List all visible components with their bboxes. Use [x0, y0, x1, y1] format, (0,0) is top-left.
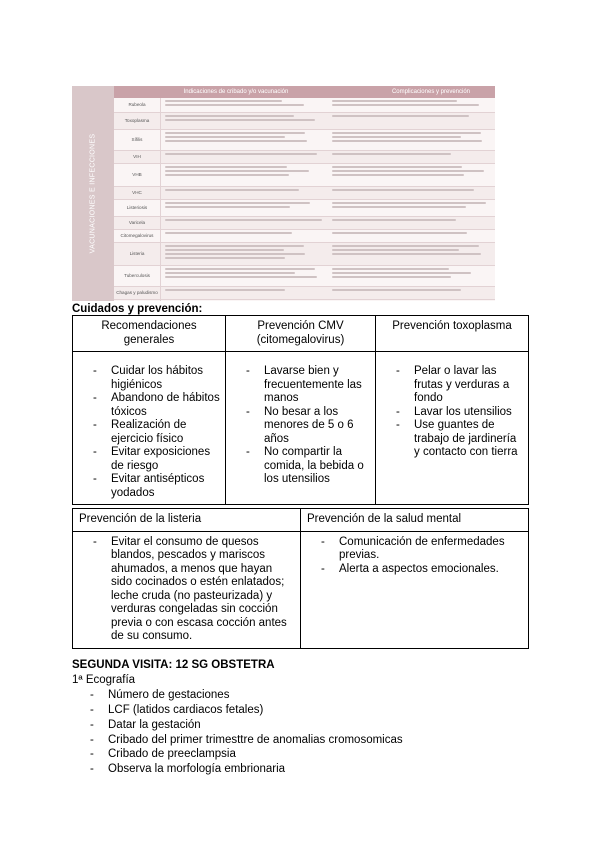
vaccination-row-text: [161, 98, 328, 112]
vaccination-row-text: [328, 98, 495, 112]
vaccination-row-name: Citomegalovirus: [114, 230, 161, 242]
vaccination-row-text: [328, 300, 495, 301]
vaccination-row-name: [114, 300, 161, 301]
vaccination-row-text: [161, 243, 328, 265]
list-item: - Realización de ejercicio físico: [73, 419, 221, 446]
list-item: - Número de gestaciones: [72, 688, 403, 703]
vaccination-row-name: Chagas y paludismo: [114, 287, 161, 299]
care-title: Cuidados y prevención:: [72, 303, 203, 315]
vaccination-row: [114, 243, 495, 266]
vaccination-row-text: [328, 130, 495, 150]
list-item: - Evitar antisépticos yodados: [73, 473, 221, 500]
listeria-list: [73, 536, 294, 644]
vaccination-row: [114, 200, 495, 217]
list-item: - Observa la morfología embrionaria: [72, 762, 403, 777]
vaccination-row-text: [161, 113, 328, 129]
vaccination-row-text: [328, 164, 495, 186]
vaccination-row: [114, 230, 495, 243]
cmv-list: [226, 365, 371, 487]
vaccination-row: [114, 98, 495, 113]
general-list: [73, 365, 221, 500]
visit-subtitle: 1ª Ecografía: [72, 673, 136, 686]
vaccination-row-text: [161, 287, 328, 299]
vaccination-row-text: [161, 164, 328, 186]
toxoplasma-list: [376, 365, 524, 460]
vaccination-row-text: [328, 113, 495, 129]
vaccination-row-text: [161, 187, 328, 199]
vaccination-row-text: [161, 217, 328, 229]
header-toxoplasma: Prevención toxoplasma: [376, 316, 529, 352]
vaccination-row-text: [161, 130, 328, 150]
list-item: - Abandono de hábitos tóxicos: [73, 392, 221, 419]
vaccination-rows: [114, 98, 495, 301]
vaccination-row-text: [328, 187, 495, 199]
list-item: - Use guantes de trabajo de jardinería y contacto con tierra: [376, 419, 524, 460]
vaccination-row-name: VIH: [114, 151, 161, 163]
vaccination-row-text: [328, 287, 495, 299]
vaccination-row: [114, 187, 495, 200]
vaccination-row-text: [161, 266, 328, 286]
list-item: - Alerta a aspectos emocionales.: [301, 563, 522, 577]
list-item: - Evitar el consumo de quesos blandos, pescados y mariscos ahumados, a menos que hayan sido cocinados o estén enlatados; leche cruda (no pasteurizada) y verduras congeladas sin cocción previa o con escasa cocción antes de su consumo.: [73, 536, 294, 644]
vaccination-row-text: [328, 266, 495, 286]
vaccination-row-text: [161, 200, 328, 216]
list-item: - No compartir la comida, la bebida o los utensilios: [226, 446, 371, 487]
vaccination-row-name: VHC: [114, 187, 161, 199]
mental-health-list: [301, 536, 522, 577]
list-item: - Cribado de preeclampsia: [72, 747, 403, 762]
vaccination-row: [114, 113, 495, 130]
vaccination-row-text: [328, 243, 495, 265]
header-listeria: Prevención de la listeria: [73, 509, 301, 532]
list-item: - Lavar los utensilios: [376, 406, 524, 420]
vaccination-row-name: Listeriosis: [114, 200, 161, 216]
prevention-table: [72, 508, 529, 649]
vaccination-row-name: VHB: [114, 164, 161, 186]
vaccination-row-text: [328, 151, 495, 163]
list-item: - LCF (latidos cardiacos fetales): [72, 703, 403, 718]
vaccination-row-text: [328, 200, 495, 216]
list-item: - Cribado del primer trimesttre de anomalias cromosomicas: [72, 733, 403, 748]
list-item: - Pelar o lavar las frutas y verduras a fondo: [376, 365, 524, 406]
header-general: Recomendaciones generales: [73, 316, 226, 352]
vaccination-row: [114, 300, 495, 301]
vaccination-table-image: [72, 86, 495, 301]
list-item: - Datar la gestación: [72, 718, 403, 733]
vaccination-row-name: Rubeola: [114, 98, 161, 112]
vaccination-row-name: Sífilis: [114, 130, 161, 150]
vaccination-row-text: [161, 151, 328, 163]
vaccination-row: [114, 287, 495, 300]
vaccination-row-text: [161, 300, 328, 301]
second-visit-section: [72, 658, 403, 777]
list-item: - Evitar exposiciones de riesgo: [73, 446, 221, 473]
vaccination-row-text: [328, 217, 495, 229]
list-item: - Comunicación de enfermedades previas.: [301, 536, 522, 563]
vaccination-row: [114, 164, 495, 187]
vaccination-row: [114, 217, 495, 230]
vaccination-row: [114, 151, 495, 164]
list-item: - No besar a los menores de 5 o 6 años: [226, 406, 371, 447]
list-item: - Cuidar los hábitos higiénicos: [73, 365, 221, 392]
vaccination-row-text: [328, 230, 495, 242]
list-item: - Lavarse bien y frecuentemente las manos: [226, 365, 371, 406]
vaccination-row-name: Listeria: [114, 243, 161, 265]
visit-title: SEGUNDA VISITA: 12 SG OBSTETRA: [72, 659, 275, 671]
vaccination-row: [114, 130, 495, 151]
vaccination-row-name: Varicela: [114, 217, 161, 229]
vaccination-side-label: VACUNACIONES E INFECCIONES: [72, 86, 114, 301]
header-cmv: Prevención CMV (citomegalovirus): [226, 316, 376, 352]
care-table: [72, 315, 529, 505]
vaccination-row-text: [161, 230, 328, 242]
header-mental-health: Prevención de la salud mental: [301, 509, 529, 532]
vaccination-row-name: Tuberculosis: [114, 266, 161, 286]
vaccination-row-name: Toxoplasma: [114, 113, 161, 129]
visit-list: [72, 688, 403, 777]
vaccination-row: [114, 266, 495, 287]
vaccination-header: Indicaciones de cribado y/o vacunación Complicaciones y prevención: [114, 86, 495, 98]
